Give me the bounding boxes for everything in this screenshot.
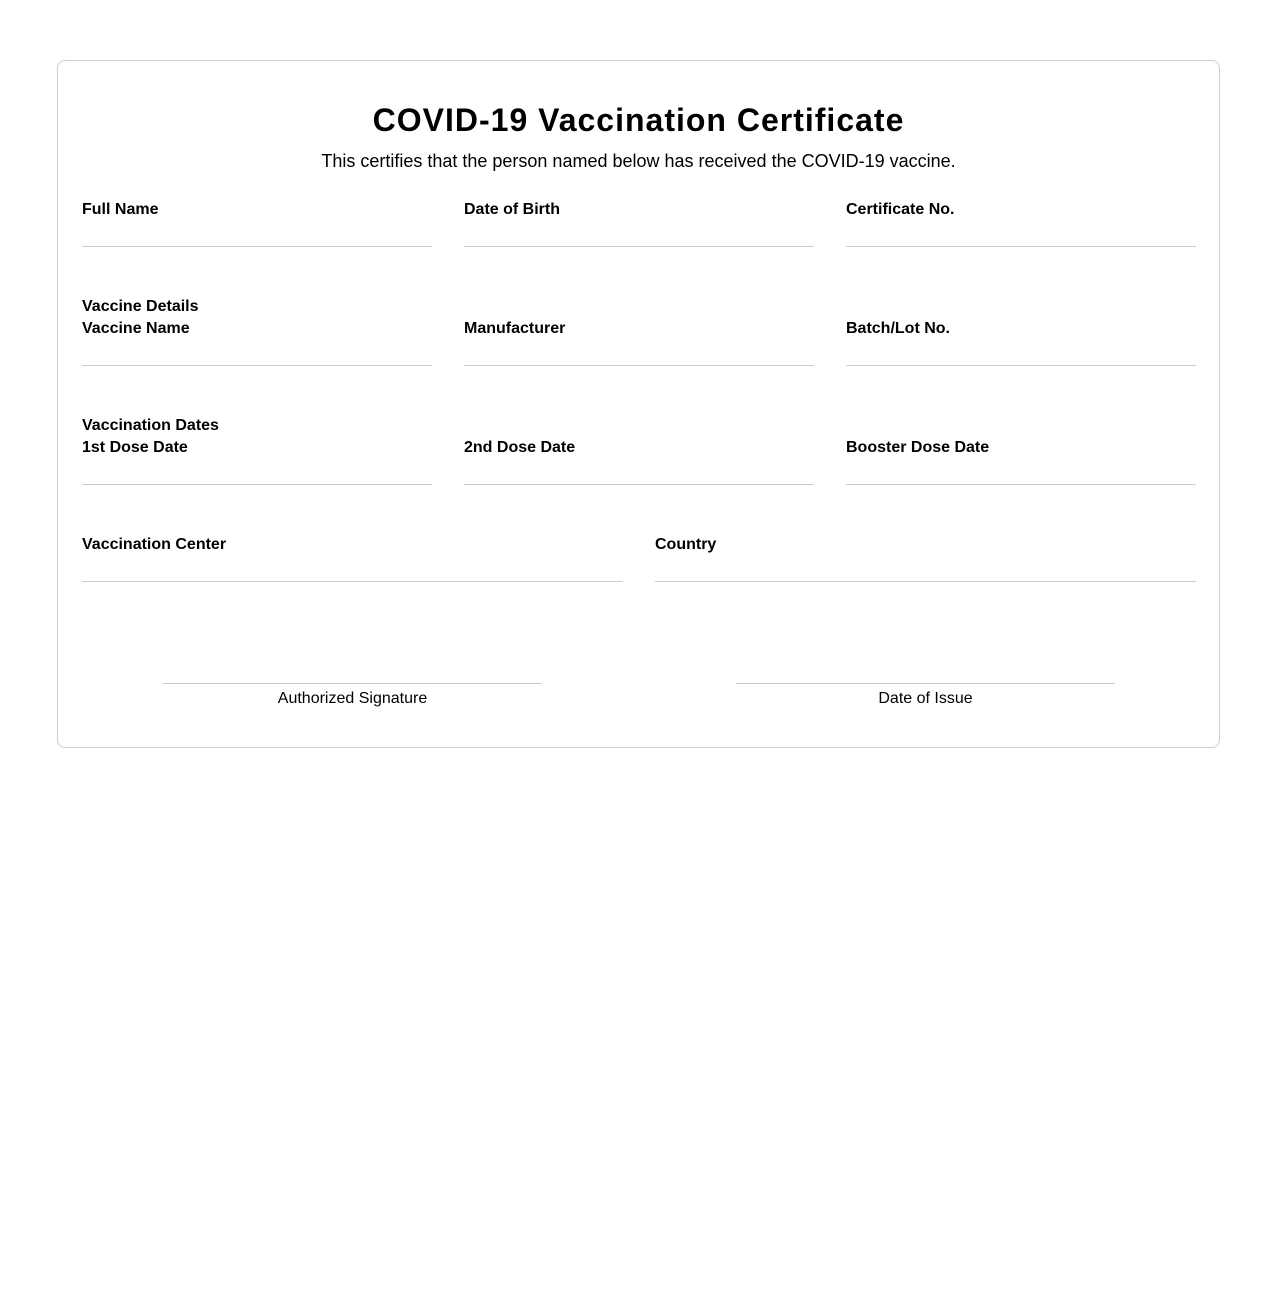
authorized-signature-label: Authorized Signature bbox=[277, 690, 428, 707]
second-dose-line bbox=[464, 484, 814, 485]
batch-lot-line bbox=[846, 365, 1196, 366]
country-label: Country bbox=[655, 536, 717, 553]
country-line bbox=[655, 581, 1196, 582]
date-of-birth-label: Date of Birth bbox=[464, 201, 560, 218]
date-of-birth-field[interactable] bbox=[464, 199, 814, 247]
vaccination-center-field[interactable] bbox=[82, 534, 623, 582]
date-of-issue-label: Date of Issue bbox=[878, 690, 973, 707]
vaccination-center-line bbox=[82, 581, 623, 582]
batch-lot-field[interactable] bbox=[846, 318, 1196, 366]
batch-lot-label: Batch/Lot No. bbox=[846, 320, 950, 337]
second-dose-label: 2nd Dose Date bbox=[464, 439, 576, 456]
certificate-no-line bbox=[846, 246, 1196, 247]
vaccination-dates-heading: Vaccination Dates bbox=[82, 417, 219, 434]
full-name-label: Full Name bbox=[82, 201, 159, 218]
full-name-line bbox=[82, 246, 432, 247]
booster-dose-line bbox=[846, 484, 1196, 485]
date-of-issue-block[interactable] bbox=[736, 683, 1115, 709]
first-dose-field[interactable] bbox=[82, 415, 432, 485]
booster-dose-label: Booster Dose Date bbox=[846, 439, 990, 456]
vaccination-center-label: Vaccination Center bbox=[82, 536, 227, 553]
booster-dose-field[interactable] bbox=[846, 437, 1196, 485]
certificate-subtitle: This certifies that the person named below has received the COVID-19 vaccine. bbox=[321, 151, 956, 171]
first-dose-line bbox=[82, 484, 432, 485]
certificate-no-label: Certificate No. bbox=[846, 201, 955, 218]
full-name-field[interactable] bbox=[82, 199, 432, 247]
authorized-signature-line bbox=[163, 683, 542, 684]
manufacturer-label: Manufacturer bbox=[464, 320, 566, 337]
date-of-birth-line bbox=[464, 246, 814, 247]
vaccine-name-label: Vaccine Name bbox=[82, 320, 190, 337]
authorized-signature-block[interactable] bbox=[163, 683, 542, 709]
certificate-title: COVID-19 Vaccination Certificate bbox=[372, 102, 905, 138]
vaccine-details-heading: Vaccine Details bbox=[82, 298, 199, 315]
vaccine-name-line bbox=[82, 365, 432, 366]
manufacturer-line bbox=[464, 365, 814, 366]
first-dose-label: 1st Dose Date bbox=[82, 439, 188, 456]
second-dose-field[interactable] bbox=[464, 437, 814, 485]
country-field[interactable] bbox=[655, 534, 1196, 582]
date-of-issue-line bbox=[736, 683, 1115, 684]
manufacturer-field[interactable] bbox=[464, 318, 814, 366]
vaccine-name-field[interactable] bbox=[82, 296, 432, 366]
certificate-no-field[interactable] bbox=[846, 199, 1196, 247]
certificate-card bbox=[57, 60, 1220, 748]
